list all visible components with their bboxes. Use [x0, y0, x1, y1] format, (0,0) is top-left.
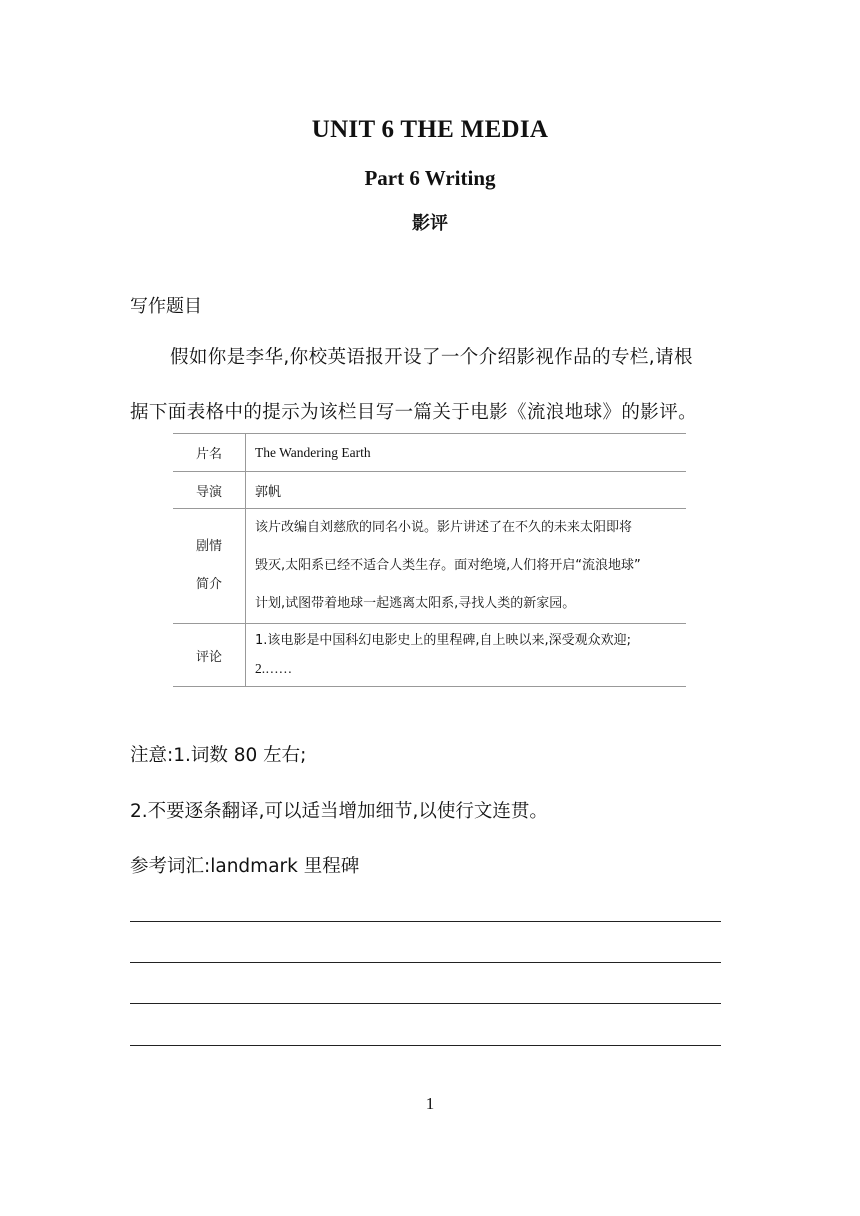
section-subtitle: 影评 — [412, 213, 448, 234]
plot-label — [173, 509, 246, 624]
answer-line[interactable] — [130, 1045, 721, 1046]
plot-line: 该片改编自刘慈欣的同名小说。影片讲述了在不久的未来太阳即将 — [255, 520, 633, 535]
plot-label-line-2: 简介 — [195, 577, 222, 592]
director-label: 导演 — [173, 472, 246, 509]
comment-line: 2.…… — [255, 661, 293, 676]
film-info-table — [173, 433, 686, 687]
plot-label-line-1: 剧情 — [195, 539, 222, 554]
table-row — [173, 472, 686, 509]
plot-line: 毁灭,太阳系已经不适合人类生存。面对绝境,人们将开启“流浪地球” — [255, 558, 641, 573]
task-paragraph-line-1: 假如你是李华,你校英语报开设了一个介绍影视作品的专栏,请根 — [170, 347, 693, 368]
reference-vocabulary: 参考词汇:landmark 里程碑 — [130, 856, 360, 877]
part-title: Part 6 Writing — [364, 166, 496, 190]
plot-summary — [246, 509, 687, 624]
note-translation: 2.不要逐条翻译,可以适当增加细节,以使行文连贯。 — [130, 801, 548, 822]
page-number: 1 — [425, 1094, 435, 1113]
comment-value — [246, 624, 687, 687]
task-paragraph-line-2: 据下面表格中的提示为该栏目写一篇关于电影《流浪地球》的影评。 — [130, 402, 698, 423]
film-name-label: 片名 — [173, 434, 246, 472]
comment-label: 评论 — [173, 624, 246, 687]
task-heading: 写作题目 — [130, 296, 202, 317]
note-word-count: 注意:1.词数 80 左右; — [130, 745, 307, 766]
film-name-value: The Wandering Earth — [246, 434, 687, 472]
table-row — [173, 434, 686, 472]
comment-line: 1.该电影是中国科幻电影史上的里程碑,自上映以来,深受观众欢迎; — [255, 633, 632, 648]
table-row — [173, 509, 686, 624]
table-row — [173, 624, 686, 687]
plot-line: 计划,试图带着地球一起逃离太阳系,寻找人类的新家园。 — [255, 596, 576, 611]
answer-line[interactable] — [130, 1003, 721, 1004]
unit-title: UNIT 6 THE MEDIA — [311, 116, 549, 143]
director-value: 郭帆 — [246, 472, 687, 509]
answer-line[interactable] — [130, 962, 721, 963]
answer-line[interactable] — [130, 921, 721, 922]
